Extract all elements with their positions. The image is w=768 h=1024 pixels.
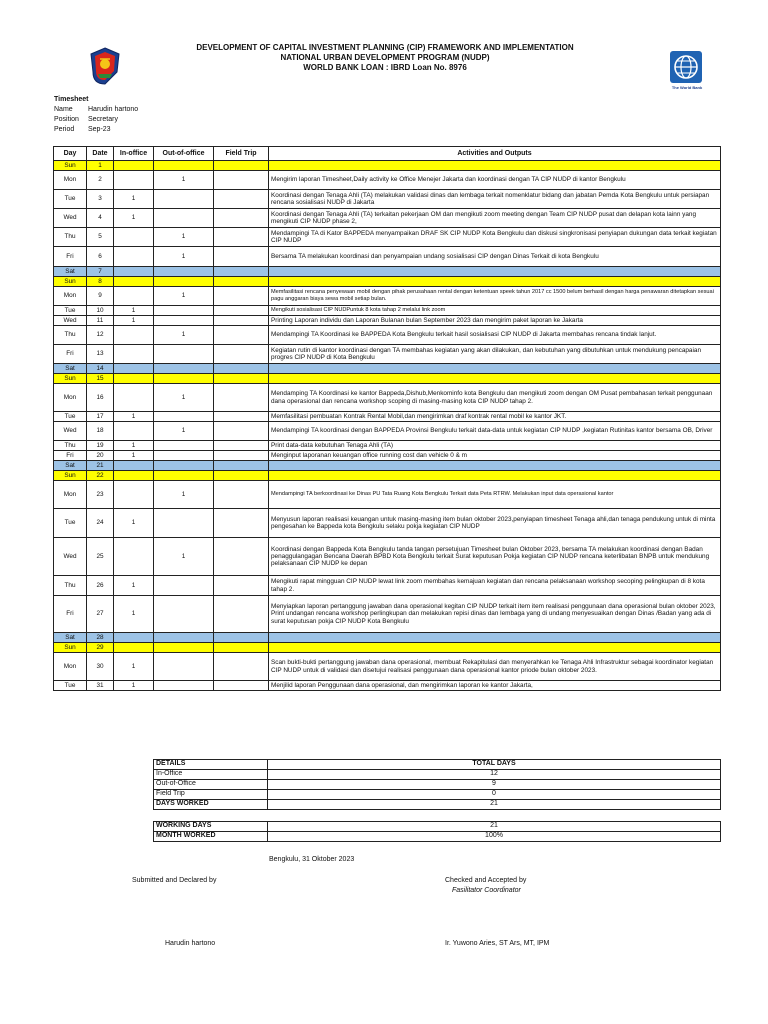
table-row: [54, 306, 721, 316]
cell-out-of-office: [154, 471, 214, 481]
cell-in-office: [114, 538, 154, 576]
cell-out-of-office: [154, 633, 214, 643]
submitted-label: Submitted and Declared by: [132, 877, 217, 884]
cell-in-office: 1: [114, 653, 154, 681]
cell-field-trip: [214, 345, 269, 364]
cell-date: 24: [87, 509, 114, 538]
working-days-label: WORKING DAYS: [154, 822, 268, 832]
summary-value: 12: [268, 770, 721, 780]
cell-date: 27: [87, 596, 114, 633]
period-label: Period: [54, 126, 75, 133]
cell-day: Tue: [54, 306, 87, 316]
cell-day: Wed: [54, 422, 87, 441]
timesheet-body: [54, 161, 721, 691]
cell-day: Wed: [54, 209, 87, 228]
cell-date: 12: [87, 326, 114, 345]
cell-out-of-office: 1: [154, 384, 214, 412]
cell-field-trip: [214, 161, 269, 171]
cell-day: Thu: [54, 228, 87, 247]
cell-day: Tue: [54, 509, 87, 538]
table-row: [54, 422, 721, 441]
cell-in-office: 1: [114, 576, 154, 596]
cell-date: 2: [87, 171, 114, 190]
cell-activity: Mengikuti sosialisasi CIP NUDPuntuk 8 kota tahap 2 melalui link zoom: [269, 306, 721, 316]
cell-field-trip: [214, 247, 269, 267]
table-row: [54, 209, 721, 228]
cell-day: Sat: [54, 461, 87, 471]
checked-role: Fasilitator Coordinator: [452, 887, 521, 894]
month-worked-row: [154, 832, 721, 842]
cell-field-trip: [214, 267, 269, 277]
cell-activity: [269, 633, 721, 643]
cell-date: 28: [87, 633, 114, 643]
table-row: [54, 653, 721, 681]
summary-table: [153, 759, 721, 810]
cell-field-trip: [214, 596, 269, 633]
cell-date: 3: [87, 190, 114, 209]
cell-activity: Koordinasi dengan Tenaga Ahli (TA) melakukan validasi dinas dan lembaga terkait nomenklatur bidang dan jabatan Pemda Kota Bengkulu untuk persiapan rencana sosialisasi NUDP di Jakarta: [269, 190, 721, 209]
cell-activity: Kegiatan rutin di kantor koordinasi dengan TA membahas kegiatan yang akan dilakukan, dan kebutuhan yang dibutuhkan untuk mendukung pencapaian progres CIP NUDP di Kota Bengkulu: [269, 345, 721, 364]
cell-activity: [269, 471, 721, 481]
cell-day: Mon: [54, 287, 87, 306]
cell-date: 31: [87, 681, 114, 691]
cell-date: 7: [87, 267, 114, 277]
table-row: [54, 481, 721, 509]
table-row: [54, 326, 721, 345]
header-line-3: WORLD BANK LOAN : IBRD Loan No. 8976: [303, 63, 467, 72]
cell-in-office: [114, 481, 154, 509]
cell-field-trip: [214, 471, 269, 481]
table-row: [54, 596, 721, 633]
cell-day: Sat: [54, 633, 87, 643]
cell-in-office: [114, 171, 154, 190]
world-bank-logo: [668, 50, 704, 84]
table-row: [54, 509, 721, 538]
table-row: [54, 471, 721, 481]
position-row: [54, 115, 118, 125]
cell-day: Fri: [54, 451, 87, 461]
col-header-date: Date: [87, 147, 114, 161]
cell-field-trip: [214, 461, 269, 471]
cell-field-trip: [214, 228, 269, 247]
table-row: [54, 538, 721, 576]
working-days-row: [154, 822, 721, 832]
table-row: [54, 441, 721, 451]
cell-date: 26: [87, 576, 114, 596]
cell-out-of-office: [154, 681, 214, 691]
cell-activity: Mendampingi TA di Kator BAPPEDA menyampaikan DRAF SK CIP NUDP Kota Bengkulu dan diskusi singkronisasi penyiapan dukungan data terkait kegiatan CIP NUDP: [269, 228, 721, 247]
cell-field-trip: [214, 374, 269, 384]
cell-day: Sun: [54, 374, 87, 384]
cell-activity: Mengikuti rapat mingguan CIP NUDP lewat link zoom membahas kemajuan kegiatan dan rencana pelaksanaan workshop secoping pelingkupan di 8 kota tahap 2.: [269, 576, 721, 596]
summary-value: 9: [268, 780, 721, 790]
cell-field-trip: [214, 633, 269, 643]
cell-date: 10: [87, 306, 114, 316]
cell-day: Mon: [54, 384, 87, 412]
header-line-2: NATIONAL URBAN DEVELOPMENT PROGRAM (NUDP): [280, 53, 490, 62]
table-row: [54, 287, 721, 306]
table-row: [54, 461, 721, 471]
cell-in-office: [114, 461, 154, 471]
cell-activity: Bersama TA melakukan koordinasi dan penyampaian undang sosialisasi CIP dengan Dinas Terkait di kota Bengkulu: [269, 247, 721, 267]
cell-day: Thu: [54, 441, 87, 451]
cell-date: 15: [87, 374, 114, 384]
table-row: [54, 633, 721, 643]
cell-activity: Mengirim laporan Timesheet,Daily activity ke Office Menejer Jakarta dan koordinasi dengan TA CIP NUDP di kantor Bengkulu: [269, 171, 721, 190]
cell-out-of-office: [154, 643, 214, 653]
table-row: [54, 412, 721, 422]
table-row: [54, 277, 721, 287]
world-bank-caption: The World Bank: [671, 85, 703, 90]
cell-date: 19: [87, 441, 114, 451]
cell-day: Wed: [54, 538, 87, 576]
table-row: [54, 267, 721, 277]
table-row: [54, 643, 721, 653]
cell-field-trip: [214, 190, 269, 209]
cell-field-trip: [214, 326, 269, 345]
cell-out-of-office: [154, 451, 214, 461]
table-row: [54, 374, 721, 384]
cell-activity: Mendamping TA Koordinasi ke kantor Bappeda,Dishub,Menkominfo kota Bengkulu dan mengikuti zoom dengan OM Pusat pembahasan terkait penggunaan dana operasional dan rencana workshop scoping di masing-masing kota CIP NUDP tahap 2.: [269, 384, 721, 412]
cell-in-office: [114, 471, 154, 481]
cell-out-of-office: 1: [154, 171, 214, 190]
summary-header-value: TOTAL DAYS: [268, 760, 721, 770]
name-value: Harudin hartono: [88, 106, 139, 113]
table-row: [54, 316, 721, 326]
cell-in-office: [114, 228, 154, 247]
cell-date: 25: [87, 538, 114, 576]
cell-out-of-office: [154, 345, 214, 364]
cell-out-of-office: [154, 461, 214, 471]
cell-day: Fri: [54, 247, 87, 267]
table-row: [54, 161, 721, 171]
col-header-out-of-office: Out-of-office: [154, 147, 214, 161]
cell-day: Sun: [54, 643, 87, 653]
cell-date: 16: [87, 384, 114, 412]
cell-out-of-office: [154, 267, 214, 277]
cell-out-of-office: [154, 306, 214, 316]
cell-field-trip: [214, 509, 269, 538]
cell-activity: [269, 461, 721, 471]
cell-out-of-office: [154, 576, 214, 596]
cell-field-trip: [214, 209, 269, 228]
cell-out-of-office: [154, 412, 214, 422]
cell-field-trip: [214, 306, 269, 316]
cell-day: Sun: [54, 161, 87, 171]
cell-activity: Mendampingi TA berkoordinasi ke Dinas PU Tata Ruang Kota Bengkulu Terkait data Peta RTRW. Melakukan input data operasional kantor: [269, 481, 721, 509]
cell-activity: Koordinasi dengan Bappeda Kota Bengkulu tanda tangan persetujuan Timesheet bulan Oktober 2023, bersama TA melakukan koordinasi dengan Badan penaggulangagan Bencana Daerah BPBD Kota Bengkulu terkait Surat keputusan Pokja kegiatan CIP NUDP rencana keterlibatan BNPB untuk mendukung pelaksanaan CIP NUDP ke depan: [269, 538, 721, 576]
period-value: Sep-23: [88, 126, 111, 133]
cell-in-office: [114, 374, 154, 384]
table-row: [54, 345, 721, 364]
summary-label: DAYS WORKED: [154, 800, 268, 810]
month-worked-value: 100%: [268, 832, 721, 842]
cell-out-of-office: 1: [154, 228, 214, 247]
header-line-1: DEVELOPMENT OF CAPITAL INVESTMENT PLANNING (CIP) FRAMEWORK AND IMPLEMENTATION: [196, 43, 574, 52]
cell-in-office: [114, 345, 154, 364]
name-row: [54, 105, 138, 115]
checker-name: Ir. Yuwono Aries, ST Ars, MT, IPM: [445, 940, 550, 947]
name-label: Name: [54, 106, 73, 113]
cell-activity: Memfasilitasi pembuatan Kontrak Rental Mobil,dan mengirimkan draf kontrak rental mobil ke kantor JKT.: [269, 412, 721, 422]
table-row: [54, 228, 721, 247]
cell-activity: [269, 643, 721, 653]
cell-field-trip: [214, 441, 269, 451]
cell-day: Sun: [54, 471, 87, 481]
cell-date: 6: [87, 247, 114, 267]
cell-activity: Printing Laporan individu dan Laporan Bulanan bulan September 2023 dan mengirim paket laporan ke Jakarta: [269, 316, 721, 326]
cell-in-office: [114, 287, 154, 306]
cell-field-trip: [214, 287, 269, 306]
cell-in-office: 1: [114, 681, 154, 691]
cell-field-trip: [214, 451, 269, 461]
cell-out-of-office: 1: [154, 287, 214, 306]
working-days-value: 21: [268, 822, 721, 832]
cell-in-office: [114, 643, 154, 653]
cell-activity: Menyusun laporan realisasi keuangan untuk masing-masing item bulan oktober 2023,penyiapan timesheet Tenaga ahli,dan tenaga pendukung untuk di minta pengesahan ke Bappeda kota Bengkulu selaku pokja kegiatan CIP NUDP: [269, 509, 721, 538]
cell-in-office: 1: [114, 509, 154, 538]
cell-date: 21: [87, 461, 114, 471]
cell-out-of-office: 1: [154, 326, 214, 345]
cell-in-office: [114, 277, 154, 287]
cell-field-trip: [214, 364, 269, 374]
table-row: [54, 190, 721, 209]
summary-row: [154, 780, 721, 790]
table-row: [54, 171, 721, 190]
cell-out-of-office: [154, 509, 214, 538]
cell-out-of-office: [154, 653, 214, 681]
place-date: Bengkulu, 31 Oktober 2023: [269, 856, 355, 863]
cell-in-office: [114, 161, 154, 171]
summary-row: [154, 790, 721, 800]
submitter-name: Harudin hartono: [165, 940, 216, 947]
summary-row: [154, 770, 721, 780]
cell-date: 1: [87, 161, 114, 171]
cell-date: 13: [87, 345, 114, 364]
cell-in-office: [114, 326, 154, 345]
summary-value: 0: [268, 790, 721, 800]
summary-label: Field Trip: [154, 790, 268, 800]
cell-field-trip: [214, 422, 269, 441]
cell-out-of-office: [154, 374, 214, 384]
cell-date: 29: [87, 643, 114, 653]
cell-activity: Mendampingi TA koordinasi dengan BAPPEDA Provinsi Bengkulu terkait data-data untuk kegiatan CIP NUDP ,kegiatan Rutinitas kantor bersama OB, Driver: [269, 422, 721, 441]
cell-out-of-office: [154, 277, 214, 287]
summary-header-row: [154, 760, 721, 770]
cell-date: 5: [87, 228, 114, 247]
cell-out-of-office: [154, 441, 214, 451]
table-row: [54, 681, 721, 691]
cell-out-of-office: 1: [154, 422, 214, 441]
cell-day: Thu: [54, 576, 87, 596]
cell-in-office: [114, 267, 154, 277]
summary-label: In-Office: [154, 770, 268, 780]
cell-in-office: 1: [114, 306, 154, 316]
position-label: Position: [54, 116, 79, 123]
table-row: [54, 451, 721, 461]
cell-out-of-office: 1: [154, 538, 214, 576]
cell-day: Sat: [54, 267, 87, 277]
summary-header-label: DETAILS: [154, 760, 268, 770]
cell-date: 30: [87, 653, 114, 681]
cell-activity: [269, 267, 721, 277]
col-header-field-trip: Field Trip: [214, 147, 269, 161]
timesheet-table: [53, 146, 721, 691]
cell-out-of-office: [154, 596, 214, 633]
cell-activity: Mendampingi TA Koordinasi ke BAPPEDA Kota Bengkulu terkait hasil sosialisasi CIP NUDP di Jakarta membahas rencana tindak lanjut.: [269, 326, 721, 345]
checked-label: Checked and Accepted by: [445, 877, 527, 884]
cell-date: 4: [87, 209, 114, 228]
cell-activity: [269, 277, 721, 287]
table-row: [54, 384, 721, 412]
table-row: [54, 576, 721, 596]
cell-date: 17: [87, 412, 114, 422]
cell-in-office: 1: [114, 451, 154, 461]
cell-in-office: [114, 633, 154, 643]
cell-out-of-office: [154, 209, 214, 228]
cell-date: 14: [87, 364, 114, 374]
cell-field-trip: [214, 316, 269, 326]
cell-field-trip: [214, 481, 269, 509]
cell-activity: Menjilid laporan Penggunaan dana operasional, dan mengirimkan laporan ke kantor Jakarta,: [269, 681, 721, 691]
summary-row-days-worked: [154, 800, 721, 810]
cell-in-office: 1: [114, 596, 154, 633]
cell-activity: [269, 161, 721, 171]
cell-field-trip: [214, 681, 269, 691]
cell-in-office: [114, 364, 154, 374]
position-value: Secretary: [88, 116, 118, 123]
col-header-activities: Activities and Outputs: [269, 147, 721, 161]
cell-field-trip: [214, 538, 269, 576]
cell-in-office: 1: [114, 441, 154, 451]
cell-activity: [269, 364, 721, 374]
cell-activity: Memfasilitasi rencana penyewaan mobil dengan pihak perusahaan rental dengan ketentuan speek tahun 2017 cc 1500 belum berhasil dengan harga penawaran ditetapkan sesuai pagu anggaran biaya sewa mobil setiap bulan.: [269, 287, 721, 306]
cell-activity: Koordinasi dengan Tenaga Ahli (TA) terkaitan pekerjaan OM dan mengikuti zoom meeting dengan Team CIP NUDP pusat dan delapan kota lainn yang mengikuti CIP NUDP phase 2,: [269, 209, 721, 228]
cell-day: Fri: [54, 345, 87, 364]
cell-activity: Menginput laporanan keuangan office running cost dan vehicle 0 & m: [269, 451, 721, 461]
cell-day: Tue: [54, 190, 87, 209]
cell-in-office: [114, 384, 154, 412]
cell-day: Sun: [54, 277, 87, 287]
cell-out-of-office: 1: [154, 247, 214, 267]
cell-day: Mon: [54, 653, 87, 681]
cell-field-trip: [214, 171, 269, 190]
summary-label: Out-of-Office: [154, 780, 268, 790]
cell-in-office: [114, 247, 154, 267]
working-days-table: [153, 821, 721, 842]
cell-field-trip: [214, 412, 269, 422]
cell-date: 11: [87, 316, 114, 326]
cell-field-trip: [214, 277, 269, 287]
period-row: [54, 125, 111, 135]
cell-date: 23: [87, 481, 114, 509]
col-header-in-office: In-office: [114, 147, 154, 161]
cell-in-office: 1: [114, 412, 154, 422]
cell-date: 9: [87, 287, 114, 306]
cell-day: Tue: [54, 412, 87, 422]
cell-field-trip: [214, 576, 269, 596]
cell-day: Mon: [54, 171, 87, 190]
cell-activity: [269, 374, 721, 384]
cell-activity: Menyiapkan laporan pertanggung jawaban dana operasional kegitan CIP NUDP terkait item item realisasi penggunaan dana operasional bulan oktober 2023, Print undangan rencana workshop perlingkupan dan melakukan repisi dinas dan lembaga yang di undang menyesuaikan dengan Dinas /Badan yang ada di surat keputusan pokja CIP NUDP Kota Bengkulu: [269, 596, 721, 633]
cell-field-trip: [214, 653, 269, 681]
summary-value: 21: [268, 800, 721, 810]
cell-out-of-office: [154, 190, 214, 209]
cell-day: Thu: [54, 326, 87, 345]
cell-date: 22: [87, 471, 114, 481]
month-worked-label: MONTH WORKED: [154, 832, 268, 842]
table-header-row: [54, 147, 721, 161]
cell-out-of-office: [154, 364, 214, 374]
timesheet-title: Timesheet: [54, 96, 89, 103]
cell-in-office: 1: [114, 190, 154, 209]
cell-day: Fri: [54, 596, 87, 633]
cell-out-of-office: [154, 316, 214, 326]
cell-date: 18: [87, 422, 114, 441]
table-row: [54, 364, 721, 374]
cell-date: 20: [87, 451, 114, 461]
cell-activity: Scan bukti-bukti pertanggung jawaban dana operasional, membuat Rekapitulasi dan menyerahkan ke Tenaga Ahli Infrastruktur sebagai koordinator kegiatan CIP NUDP untuk di validasi dan disetujui realisasi penggunaan dana operasional kantor priode bulan oktober 2023.: [269, 653, 721, 681]
cell-in-office: [114, 422, 154, 441]
cell-out-of-office: [154, 161, 214, 171]
cell-day: Wed: [54, 316, 87, 326]
government-emblem-logo: [88, 46, 122, 86]
cell-date: 8: [87, 277, 114, 287]
cell-field-trip: [214, 643, 269, 653]
cell-field-trip: [214, 384, 269, 412]
col-header-day: Day: [54, 147, 87, 161]
cell-out-of-office: 1: [154, 481, 214, 509]
cell-day: Tue: [54, 681, 87, 691]
table-row: [54, 247, 721, 267]
cell-in-office: 1: [114, 209, 154, 228]
cell-day: Sat: [54, 364, 87, 374]
cell-activity: Print data-data kebutuhan Tenaga Ahli (TA): [269, 441, 721, 451]
cell-day: Mon: [54, 481, 87, 509]
cell-in-office: 1: [114, 316, 154, 326]
